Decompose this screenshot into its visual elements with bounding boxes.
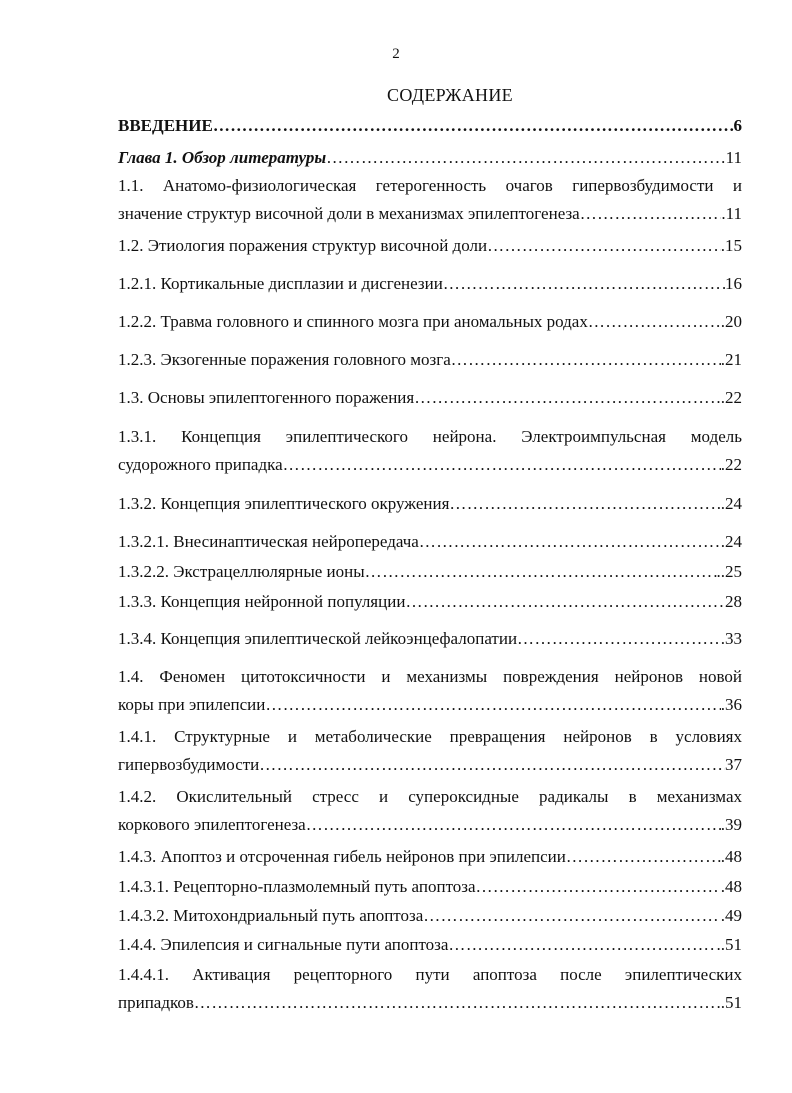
toc-entry-line: 1.4.2. Окислительный стресс и супероксидные радикалы в механизмах bbox=[118, 787, 742, 806]
toc-entry-line: 1.1. Анатомо-физиологическая гетерогенность очагов гипервозбудимости и bbox=[118, 176, 742, 195]
toc-page-number: .24 bbox=[720, 494, 742, 513]
toc-entry-1-2-3 bbox=[118, 350, 742, 370]
toc-entry-title: 1.4.3.2. Митохондриальный путь апоптоза bbox=[118, 906, 424, 925]
toc-entry-1-3-2-1 bbox=[118, 532, 742, 552]
toc-entry-1-3-2-2 bbox=[118, 562, 742, 582]
toc-entry-1-2-2 bbox=[118, 312, 742, 332]
toc-page-number: .33 bbox=[720, 629, 742, 648]
toc-entry-title: значение структур височной доли в механизмах эпилептогенеза bbox=[118, 204, 580, 223]
toc-entry-title: коркового эпилептогенеза bbox=[118, 815, 306, 834]
toc-entry-1-3-2 bbox=[118, 494, 742, 514]
toc-entry-1-2 bbox=[118, 236, 742, 256]
toc-entry-introduction bbox=[118, 116, 742, 136]
toc-page-number: .24 bbox=[720, 532, 742, 551]
toc-entry-title: 1.3.3. Концепция нейронной популяции bbox=[118, 592, 406, 611]
toc-entry-chapter-1 bbox=[118, 148, 742, 168]
leader-dots bbox=[419, 532, 721, 552]
leader-dots bbox=[451, 350, 721, 370]
toc-page-number: .11 bbox=[721, 204, 742, 223]
toc-entry-line: 1.3.1. Концепция эпилептического нейрона. Электроимпульсная модель bbox=[118, 427, 742, 446]
toc-entry-title: 1.4.3. Апоптоз и отсроченная гибель нейронов при эпилепсии bbox=[118, 847, 566, 866]
toc-entry-1-2-1 bbox=[118, 274, 742, 294]
toc-entry-1-4-3-1 bbox=[118, 877, 742, 897]
toc-entry-title: припадков bbox=[118, 993, 194, 1012]
toc-page-number: .39 bbox=[720, 815, 742, 834]
leader-dots bbox=[365, 562, 717, 582]
toc-page-number: .21 bbox=[720, 350, 742, 369]
toc-page-number: .48 bbox=[720, 847, 742, 866]
leader-dots bbox=[283, 455, 721, 475]
toc-entry-1-3-4 bbox=[118, 629, 742, 649]
toc-entry-title: 1.4.3.1. Рецепторно-плазмолемный путь апоптоза bbox=[118, 877, 476, 896]
toc-entry-1-4-1 bbox=[118, 727, 742, 775]
toc-entry-title: Глава 1. Обзор литературы bbox=[118, 148, 327, 167]
toc-entry-title: 1.3.2.1. Внесинаптическая нейропередача bbox=[118, 532, 419, 551]
toc-entry-title: 1.2.3. Экзогенные поражения головного мозга bbox=[118, 350, 451, 369]
toc-entry-1-4-4-1 bbox=[118, 965, 742, 1013]
toc-entry-line: 1.4.1. Структурные и метаболические превращения нейронов в условиях bbox=[118, 727, 742, 746]
page-title: СОДЕРЖАНИЕ bbox=[387, 85, 513, 105]
toc-entry-line: 1.4.4.1. Активация рецепторного пути апоптоза после эпилептических bbox=[118, 965, 742, 984]
toc-entry-1-4-2 bbox=[118, 787, 742, 835]
toc-entry-title: 1.4.4. Эпилепсия и сигнальные пути апоптоза bbox=[118, 935, 449, 954]
leader-dots bbox=[423, 906, 720, 926]
toc-entry-1-4-4 bbox=[118, 935, 742, 955]
toc-page-number: ..51 bbox=[716, 935, 742, 954]
leader-dots bbox=[449, 494, 720, 514]
leader-dots bbox=[517, 629, 721, 649]
toc-page-number: 37 bbox=[725, 755, 742, 774]
toc-page-number: .20 bbox=[720, 312, 742, 331]
toc-entry-title: 1.3.4. Концепция эпилептической лейкоэнцефалопатии bbox=[118, 629, 518, 648]
leader-dots bbox=[194, 993, 717, 1013]
page-number: 2 bbox=[392, 46, 400, 62]
toc-page-number: ..25 bbox=[716, 562, 742, 581]
toc-entry-1-4-3 bbox=[118, 847, 742, 867]
leader-dots bbox=[487, 236, 721, 256]
leader-dots bbox=[306, 815, 721, 835]
toc-entry-title: 1.2.2. Травма головного и спинного мозга при аномальных родах bbox=[118, 312, 588, 331]
leader-dots bbox=[259, 755, 725, 775]
leader-dots bbox=[414, 388, 721, 408]
leader-dots bbox=[213, 116, 734, 136]
leader-dots bbox=[443, 274, 725, 294]
toc-entry-1-3-1 bbox=[118, 427, 742, 475]
toc-entry-title: 1.2.1. Кортикальные дисплазии и дисгенезии bbox=[118, 274, 443, 293]
toc-entry-1-4-3-2 bbox=[118, 906, 742, 926]
leader-dots bbox=[580, 204, 722, 224]
leader-dots bbox=[326, 148, 725, 168]
toc-page-number: 28 bbox=[725, 592, 742, 611]
leader-dots bbox=[476, 877, 721, 897]
toc-page-number: 6 bbox=[733, 116, 742, 135]
toc-entry-1-4 bbox=[118, 667, 742, 715]
toc-page-number: .22 bbox=[720, 455, 742, 474]
toc-entry-title: судорожного припадка bbox=[118, 455, 283, 474]
toc-entry-line: 1.4. Феномен цитотоксичности и механизмы повреждения нейронов новой bbox=[118, 667, 742, 686]
toc-entry-title: 1.3. Основы эпилептогенного поражения bbox=[118, 388, 415, 407]
leader-dots bbox=[405, 592, 725, 612]
toc-page-number: .49 bbox=[720, 906, 742, 925]
toc-entry-title: 1.3.2.2. Экстрацеллюлярные ионы bbox=[118, 562, 365, 581]
toc-page-number: .15 bbox=[720, 236, 742, 255]
toc-page-number: .22 bbox=[720, 388, 742, 407]
toc-entry-title: 1.2. Этиология поражения структур височной доли bbox=[118, 236, 488, 255]
leader-dots bbox=[588, 312, 721, 332]
toc-entry-1-1 bbox=[118, 176, 742, 224]
toc-entry-title: ВВЕДЕНИЕ bbox=[118, 116, 213, 135]
toc-page-number: .48 bbox=[720, 877, 742, 896]
toc-page-number: 16 bbox=[725, 274, 742, 293]
toc-entry-title: гипервозбудимости bbox=[118, 755, 260, 774]
toc-entry-title: 1.3.2. Концепция эпилептического окружения bbox=[118, 494, 450, 513]
leader-dots bbox=[566, 847, 721, 867]
toc-page-number: 11 bbox=[725, 148, 742, 167]
leader-dots bbox=[448, 935, 716, 955]
toc-entry-title: коры при эпилепсии bbox=[118, 695, 266, 714]
toc-entry-1-3 bbox=[118, 388, 742, 408]
leader-dots bbox=[265, 695, 720, 715]
toc-page-number: ..51 bbox=[716, 993, 742, 1012]
toc-page-number: .36 bbox=[720, 695, 742, 714]
toc-entry-1-3-3 bbox=[118, 592, 742, 612]
